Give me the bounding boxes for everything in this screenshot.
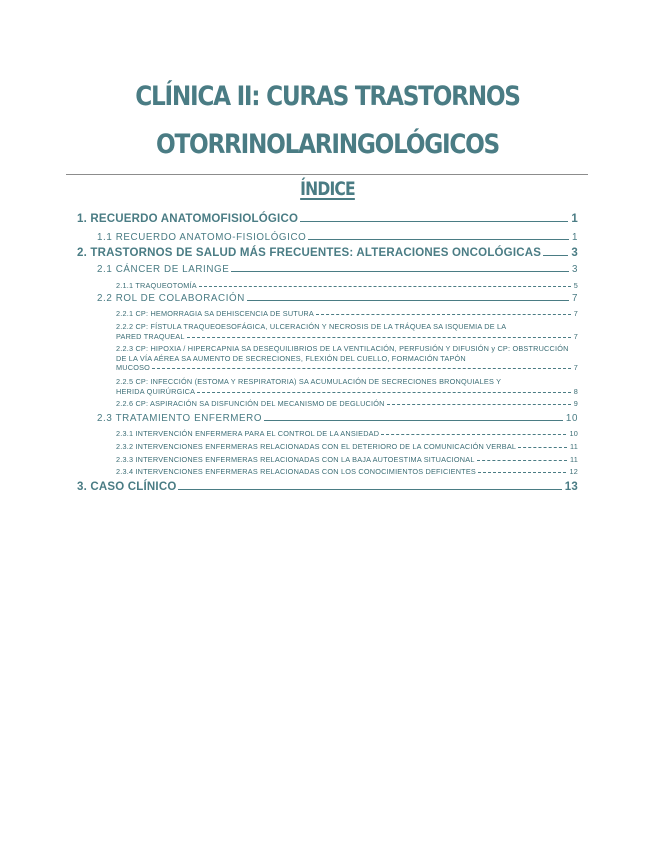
- toc-entry-label: 2.2.1 CP: HEMORRAGIA SA DEHISCENCIA DE SUTURA: [116, 309, 314, 318]
- toc-entry-2-3[interactable]: [97, 413, 578, 424]
- toc-entry-2-3-2[interactable]: [116, 442, 578, 451]
- toc-leader: [381, 434, 566, 435]
- toc-leader: [152, 368, 571, 369]
- toc-leader: [387, 404, 571, 405]
- toc-entry-label: 2.2 ROL DE COLABORACIÓN: [97, 293, 245, 304]
- toc-leader: [316, 314, 571, 315]
- toc-page-number: 9: [573, 399, 578, 408]
- toc-leader: [178, 489, 561, 490]
- toc-page-number: 5: [573, 281, 578, 290]
- toc-leader: [197, 392, 571, 393]
- toc-entry-label: 2.2.3 CP: HIPOXIA / HIPERCAPNIA SA DESEQUILIBRIOS DE LA VENTILACIÓN, PERFUSIÓN Y DIFUSIÓN y CP: OBSTRUCCIÓN DE LA VÍA AÉREA SA AUMENTO DE SECRECIONES, FLEXIÓN DEL CUELLO, FORMACIÓN TAPÓN: [116, 344, 569, 363]
- toc-entry-label: 2.3.2 INTERVENCIONES ENFERMERAS RELACIONADAS CON EL DETERIORO DE LA COMUNICACIÓN VERBAL: [116, 442, 517, 451]
- toc-entry-2-1-1[interactable]: [116, 281, 578, 290]
- toc-entry-label: 2.2.2 CP: FÍSTULA TRAQUEOESOFÁGICA, ULCERACIÓN Y NECROSIS DE LA TRÁQUEA SA ISQUEMIA DE LA: [116, 322, 507, 331]
- toc-entry-2-1[interactable]: [97, 264, 578, 275]
- toc-page-number: 7: [573, 309, 578, 318]
- document-title-line-2: OTORRINOLARINGOLÓGICOS: [156, 129, 499, 160]
- toc-entry-2-2-1[interactable]: [116, 309, 578, 318]
- document-title-line-1: CLÍNICA II: CURAS TRASTORNOS: [135, 81, 520, 112]
- toc-entry-2-3-1[interactable]: [116, 429, 578, 438]
- toc-leader: [477, 460, 567, 461]
- toc-page-number: 13: [564, 481, 578, 493]
- toc-leader: [543, 255, 568, 256]
- toc-page-number: 10: [569, 429, 578, 438]
- toc-page-number: 7: [573, 331, 578, 341]
- toc-entry-continuation: PARED TRAQUEAL: [116, 331, 185, 341]
- toc-leader: [187, 337, 571, 338]
- toc-entry-label: 2.3.4 INTERVENCIONES ENFERMERAS RELACIONADAS CON LOS CONOCIMIENTOS DEFICIENTES: [116, 467, 476, 476]
- toc-leader: [300, 221, 568, 222]
- toc-entry-label: 2. TRASTORNOS DE SALUD MÁS FRECUENTES: ALTERACIONES ONCOLÓGICAS: [77, 247, 542, 259]
- toc-page-number: 8: [573, 386, 578, 396]
- toc-page-number: 12: [569, 467, 578, 476]
- toc-entry-2-2-2[interactable]: [116, 322, 578, 341]
- toc-leader: [308, 239, 569, 240]
- toc-page-number: 3: [571, 264, 578, 275]
- toc-page-number: 3: [571, 247, 578, 259]
- toc-entry-3[interactable]: [77, 481, 578, 493]
- toc-entry-2-2-5[interactable]: [116, 377, 578, 396]
- toc-entry-label: 1.1 RECUERDO ANATOMO-FISIOLÓGICO: [97, 232, 307, 243]
- toc-entry-label: 2.2.5 CP: INFECCIÓN (ESTOMA Y RESPIRATORIA) SA ACUMULACIÓN DE SECRECIONES BRONQUIALES Y: [116, 377, 502, 386]
- toc-entry-label: 2.2.6 CP: ASPIRACIÓN SA DISFUNCIÓN DEL MECANISMO DE DEGLUCIÓN: [116, 399, 385, 408]
- toc-page-number: 10: [565, 413, 578, 424]
- toc-entry-label: 1. RECUERDO ANATOMOFISIOLÓGICO: [77, 213, 299, 225]
- toc-entry-label: 2.1 CÁNCER DE LARINGE: [97, 264, 230, 275]
- toc-entry-1[interactable]: [77, 213, 578, 225]
- toc-page-number: 1: [571, 213, 578, 225]
- toc-entry-2-3-3[interactable]: [116, 455, 578, 464]
- toc-entry-continuation: HERIDA QUIRÚRGICA: [116, 386, 196, 396]
- toc-page-number: 11: [570, 442, 578, 451]
- toc-entry-label: 2.3 TRATAMIENTO ENFERMERO: [97, 413, 263, 424]
- toc-leader: [518, 447, 567, 448]
- toc-page-number: 11: [570, 455, 578, 464]
- toc-leader: [199, 286, 571, 287]
- toc-entry-2[interactable]: [77, 247, 578, 259]
- toc-entry-1-1[interactable]: [97, 232, 578, 243]
- toc-entry-continuation: MUCOSO: [116, 363, 151, 372]
- toc-entry-label: 2.3.3 INTERVENCIONES ENFERMERAS RELACIONADAS CON LA BAJA AUTOESTIMA SITUACIONAL: [116, 455, 475, 464]
- toc-leader: [247, 300, 569, 301]
- title-divider: [66, 174, 588, 175]
- index-heading: ÍNDICE: [300, 178, 355, 200]
- toc-entry-2-2-6[interactable]: [116, 399, 578, 408]
- toc-leader: [231, 271, 569, 272]
- toc-entry-label: 2.1.1 TRAQUEOTOMÍA: [116, 281, 197, 290]
- toc-page-number: 1: [571, 232, 578, 243]
- toc-leader: [478, 472, 566, 473]
- toc-page-number: 7: [573, 363, 578, 372]
- toc-entry-label: 3. CASO CLÍNICO: [77, 481, 177, 493]
- toc-entry-2-2-3[interactable]: [116, 344, 578, 372]
- toc-entry-2-2[interactable]: [97, 293, 578, 304]
- toc-leader: [264, 420, 563, 421]
- toc-entry-2-3-4[interactable]: [116, 467, 578, 476]
- toc-page-number: 7: [571, 293, 578, 304]
- toc-entry-label: 2.3.1 INTERVENCIÓN ENFERMERA PARA EL CONTROL DE LA ANSIEDAD: [116, 429, 380, 438]
